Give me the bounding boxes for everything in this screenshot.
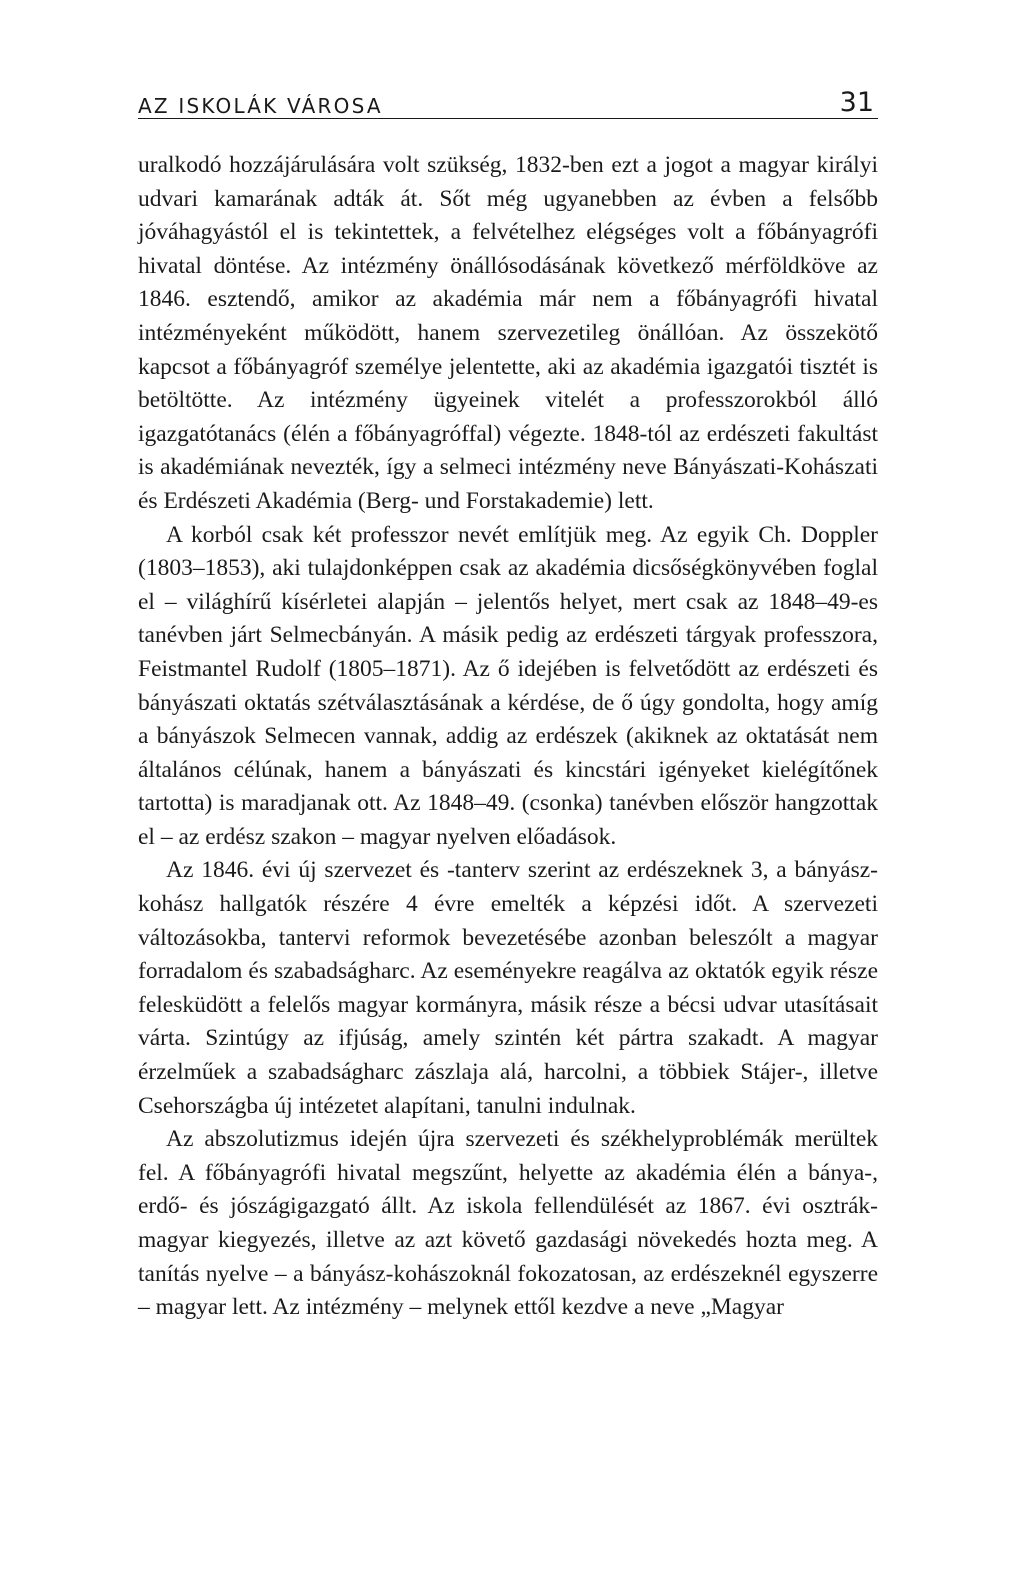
page-number: 31 (839, 87, 874, 118)
paragraph-4: Az abszolutizmus idején újra szervezeti és székhelyproblémák merültek fel. A főbányagrófi hivatal megszűnt, helyette az akadémia élén a bánya-, erdő- és jószágigazgató állt. Az iskola fellendülését az 1867. évi osztrák-magyar kiegyezés, illetve az azt követő gazdasági növekedés hozta meg. A tanítás nyelve – a bányász-kohászoknál fokozatosan, az erdészeknél egyszerre – magyar lett. Az intézmény – melynek ettől kezdve a neve „Magyar (138, 1126, 878, 1321)
paragraph-3: Az 1846. évi új szervezet és -tanterv szerint az erdészeknek 3, a bányász-kohász hallgatók részére 4 évre emelték a képzési időt. A szervezeti változásokba, tantervi reformok bevezetésébe azonban beleszólt a magyar forradalom és szabadságharc. Az eseményekre reagálva az oktatók egyik része felesküdött a felelős magyar kormányra, másik része a bécsi udvar utasításait várta. Szintúgy az ifjúság, amely szintén két pártra szakadt. A magyar érzelműek a szabadságharc zászlaja alá, harcolni, a többiek Stájer-, illetve Csehországba új intézetet alapítani, tanulni indulnak. (138, 857, 878, 1119)
book-page (138, 78, 878, 1325)
running-header (138, 78, 878, 119)
paragraph-1: uralkodó hozzájárulására volt szükség, 1832-ben ezt a jogot a magyar királyi udvari kamarának adták át. Sőt még ugyanebben az évben a felsőbb jóváhagyástól el is tekintettek, a felvételhez elégséges volt a főbányagrófi hivatal döntése. Az intézmény önállósodásának következő mérföldköve az 1846. esztendő, amikor az akadémia már nem a főbányagrófi hivatal intézményeként működött, hanem szervezetileg önállóan. Az összekötő kapcsot a főbányagróf személye jelentette, aki az akadémia igazgatói tisztét is betöltötte. Az intézmény ügyeinek vitelét a professzorokból álló igazgatótanács (élén a főbányagróffal) végezte. 1848-tól az erdészeti fakultást is akadémiának nevezték, így a selmeci intézmény neve Bányászati-Kohászati és Erdészeti Akadémia (Berg- und Forstakademie) lett. (138, 152, 878, 514)
paragraph-2: A korból csak két professzor nevét említjük meg. Az egyik Ch. Doppler (1803–1853), aki tulajdonképpen csak az akadémia dicsőségkönyvében foglal el – világhírű kísérletei alapján – jelentős helyet, mert csak az 1848–49-es tanévben járt Selmecbányán. A másik pedig az erdészeti tárgyak professzora, Feistmantel Rudolf (1805–1871). Az ő idejében is felvetődött az erdészeti és bányászati oktatás szétválasztásának a kérdése, de ő úgy gondolta, hogy amíg a bányászok Selmecen vannak, addig az erdészek (akiknek az oktatását nem általános célúnak, hanem a bányászati és kincstári igényeket kielégítőnek tartotta) is maradjanak ott. Az 1848–49. (csonka) tanévben először hangzottak el – az erdész szakon – magyar nyelven előadások. (138, 521, 878, 850)
body-text (138, 149, 878, 1325)
running-title: AZ ISKOLÁK VÁROSA (138, 94, 383, 118)
